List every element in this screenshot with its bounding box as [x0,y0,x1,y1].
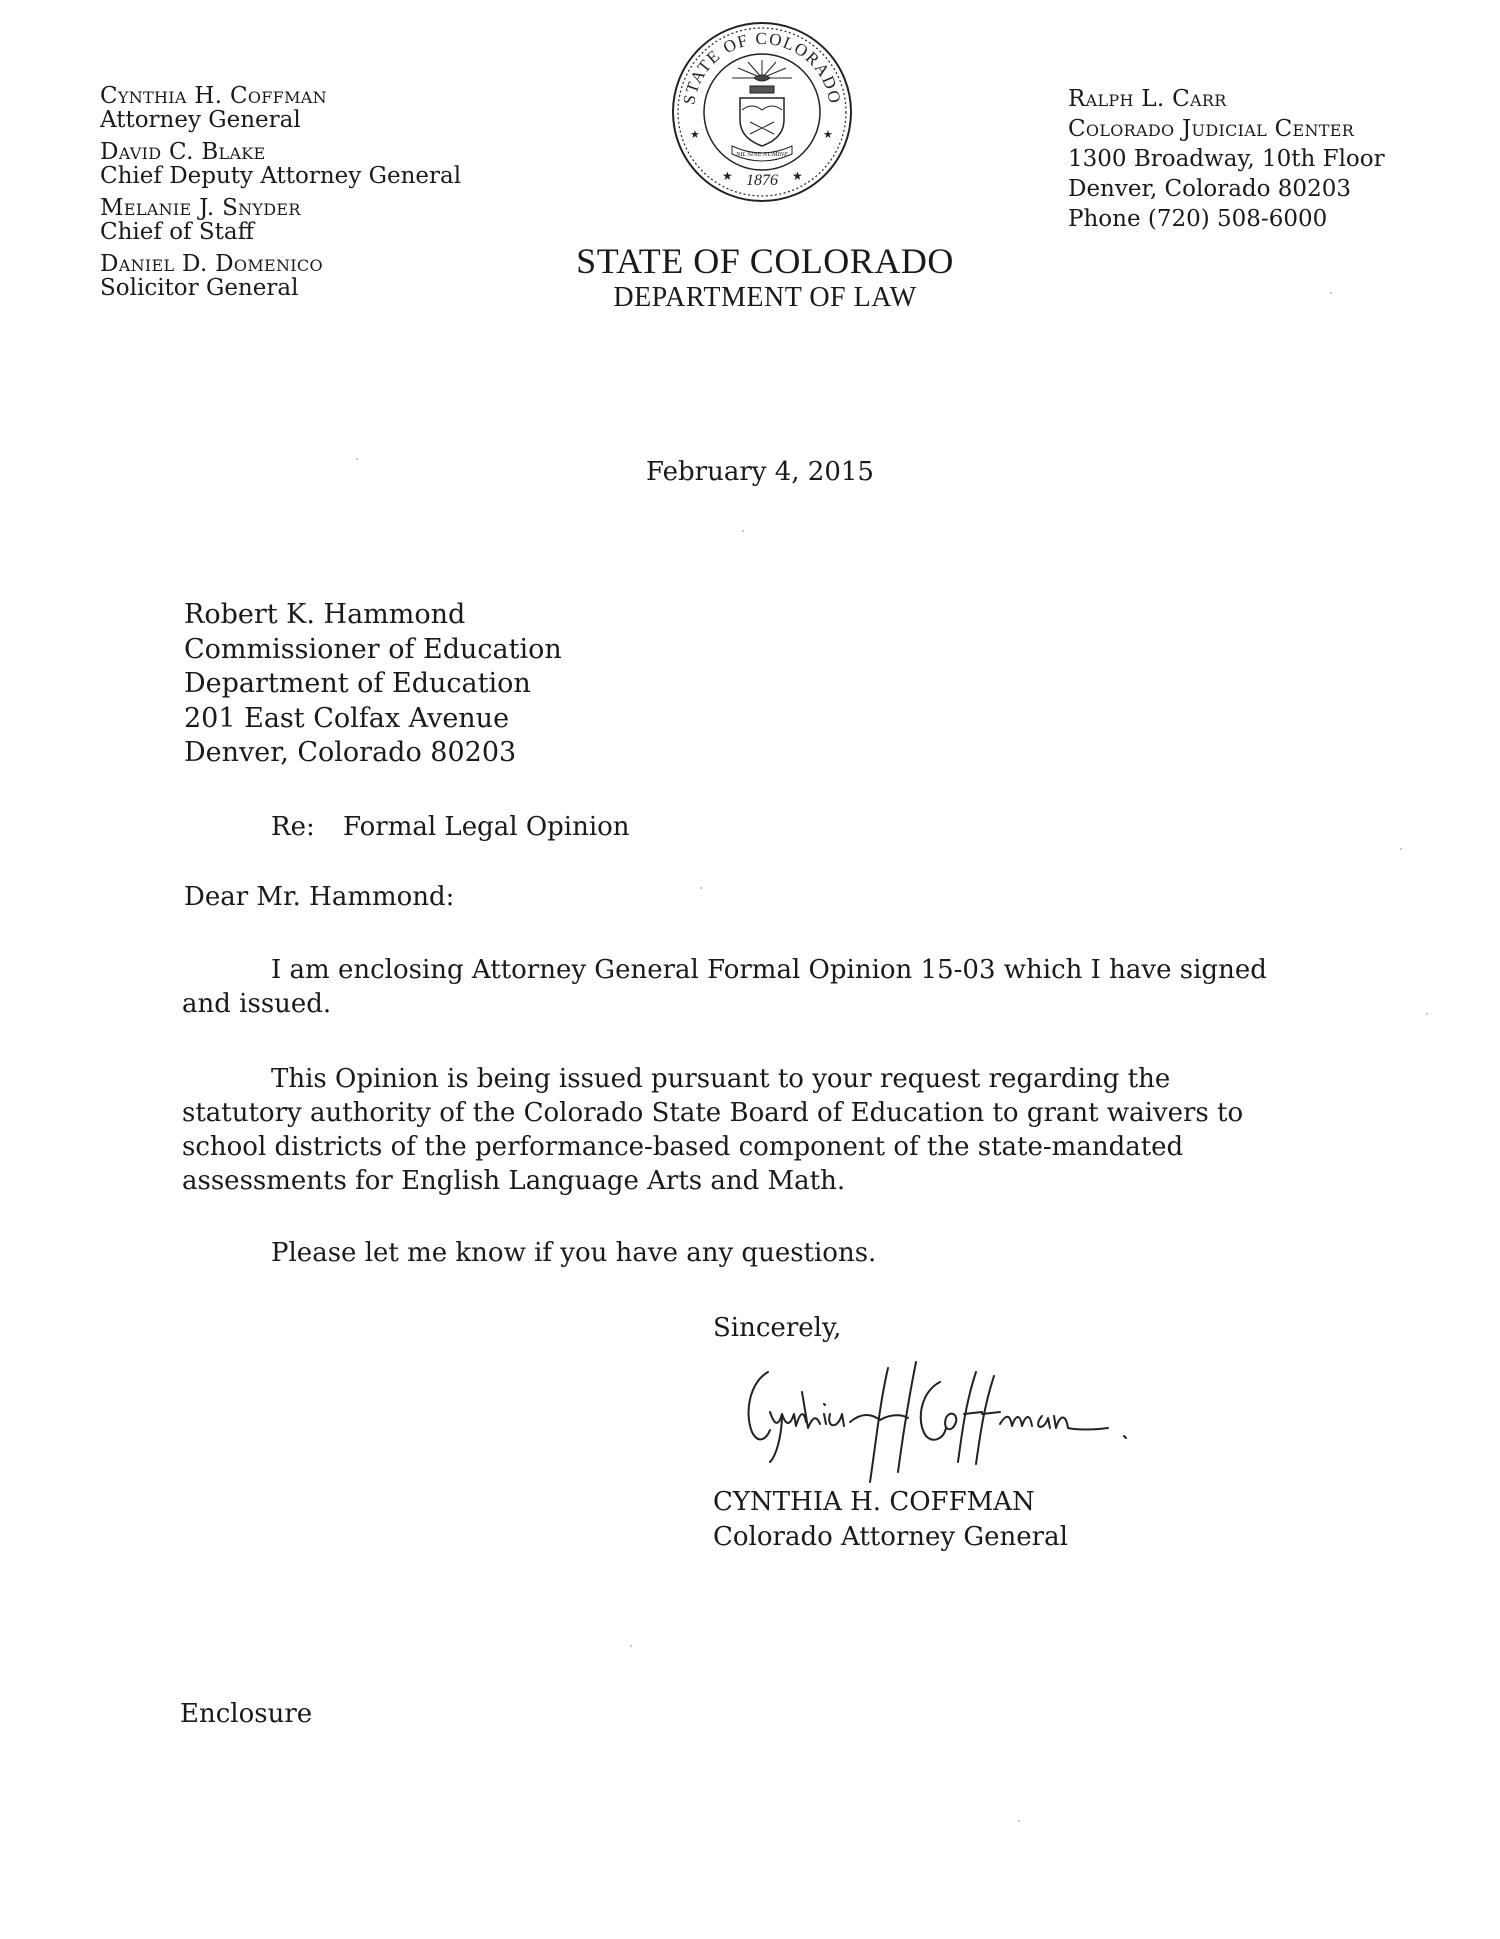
subject-label: Re: [271,812,315,842]
staff-list [100,84,520,308]
recipient-city: Denver, Colorado 80203 [184,737,517,768]
address-phone: Phone (720) 508-6000 [1068,206,1328,232]
signature-image [730,1352,1130,1492]
staff-entry [100,84,520,132]
scan-speck [630,1645,632,1647]
recipient-block [184,598,562,771]
paragraph-line: This Opinion is being issued pursuant to your request regarding the [271,1064,1171,1094]
staff-title: Attorney General [100,107,301,133]
staff-title: Solicitor General [100,275,299,301]
paragraph-line: I am enclosing Attorney General Formal Opinion 15-03 which I have signed [271,955,1267,985]
signer-name: CYNTHIA H. COFFMAN [713,1487,1035,1517]
scan-speck [356,458,358,460]
enclosure-note: Enclosure [180,1699,313,1729]
recipient-name: Robert K. Hammond [184,599,466,630]
scan-speck [700,887,702,889]
body-paragraph [182,1062,1352,1198]
paragraph-line: Please let me know if you have any questions. [271,1238,877,1268]
state-seal-icon [670,20,854,204]
address-building: Ralph L. Carr [1068,86,1227,112]
svg-text:★: ★ [823,128,833,141]
heading-department: DEPARTMENT OF LAW [613,282,917,313]
seal-motto: NIL SINE NUMINE [736,151,788,158]
address-center: Colorado Judicial Center [1068,116,1355,142]
signer-title: Colorado Attorney General [713,1522,1068,1552]
recipient-title: Commissioner of Education [184,633,562,665]
salutation: Dear Mr. Hammond: [184,882,455,912]
body-paragraph [182,1236,1352,1270]
staff-name: David C. Blake [100,139,266,165]
scan-speck [1400,848,1402,850]
staff-entry [100,252,520,300]
body-paragraph [182,953,1352,1021]
letter-date: February 4, 2015 [646,457,874,487]
recipient-department: Department of Education [184,668,531,699]
paragraph-line: and issued. [182,989,332,1019]
staff-name: Cynthia H. Coffman [100,83,327,109]
staff-title: Chief of Staff [100,219,254,245]
svg-text:★: ★ [722,169,733,183]
paragraph-line: school districts of the performance-based component of the state-mandated [182,1132,1184,1162]
seal-top-text: STATE OF COLORADO [679,28,845,107]
signer-block [713,1485,1068,1555]
subject-line [271,810,630,844]
address-city: Denver, Colorado 80203 [1068,176,1351,202]
subject-text: Formal Legal Opinion [343,812,630,842]
seal-year: 1876 [746,172,778,189]
recipient-street: 201 East Colfax Avenue [184,702,510,734]
staff-entry [100,196,520,244]
department-heading [520,242,1010,314]
address-street: 1300 Broadway, 10th Floor [1068,146,1385,172]
scan-speck [742,530,744,532]
paragraph-line: assessments for English Language Arts and Math. [182,1166,846,1196]
staff-name: Daniel D. Domenico [100,251,323,277]
staff-title: Chief Deputy Attorney General [100,163,462,189]
closing: Sincerely, [713,1313,842,1343]
svg-text:★: ★ [792,169,803,183]
scan-speck [1330,292,1332,294]
scan-speck [1018,1820,1020,1822]
office-address [1068,84,1488,234]
heading-state: STATE OF COLORADO [576,241,954,281]
scan-speck [1426,1013,1428,1015]
staff-name: Melanie J. Snyder [100,195,301,221]
svg-text:★: ★ [690,128,700,141]
staff-entry [100,140,520,188]
paragraph-line: statutory authority of the Colorado State Board of Education to grant waivers to [182,1098,1244,1128]
